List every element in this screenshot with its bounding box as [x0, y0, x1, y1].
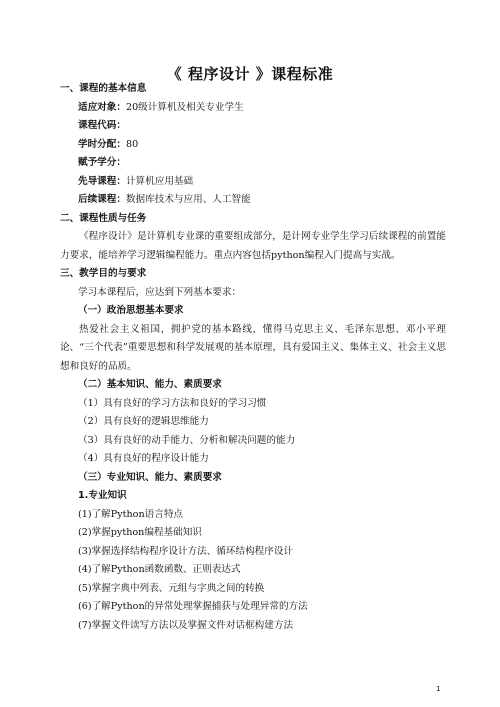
prerequisite-label: 先导课程： — [78, 175, 126, 187]
list-item: (6)了解Python的异常处理掌握捕获与处理异常的方法 — [78, 601, 308, 612]
page-number: 1 — [436, 685, 441, 693]
list-item: （3）具有良好的动手能力、分析和解决问题的能力 — [78, 434, 296, 446]
prerequisite-row — [60, 173, 446, 192]
section-3-heading: 三、教学目的与要求 — [60, 268, 147, 279]
list-item: (3)掌握选择结构程序设计方法、循环结构程序设计 — [78, 545, 294, 557]
audience-value: 20级计算机及相关专业学生 — [125, 101, 244, 113]
document-title: 《 程序设计 》课程标准 — [166, 65, 334, 83]
subsection-2-heading: （二）基本知识、能力、素质要求 — [78, 379, 222, 390]
audience-label: 适应对象： — [78, 101, 126, 113]
code-row — [60, 117, 446, 136]
section-2-body: 《程序设计》是计算机专业课的重要组成部分，是计网专业学生学习后续课程的前置能力要求，能培养学习逻辑编程能力。重点内容包括python编程入门提高与实战。 — [60, 231, 446, 261]
list-item: (1)了解Python语言特点 — [78, 508, 184, 520]
subsection-1-heading: （一）政治思想基本要求 — [78, 305, 184, 316]
section-3-intro: 学习本课程后，应达到下列基本要求： — [78, 286, 242, 298]
hours-value: 80 — [125, 138, 139, 150]
list-item: （1）具有良好的学习方法和良好的学习习惯 — [78, 397, 267, 409]
code-label: 课程代码： — [78, 120, 126, 131]
credit-row — [60, 154, 446, 173]
list-item: (4)了解Python函数函数、正则表达式 — [78, 564, 241, 575]
section-1-heading: 一、课程的基本信息 — [60, 83, 147, 94]
section-2-heading: 二、课程性质与任务 — [60, 212, 147, 224]
knowledge-heading: 1.专业知识 — [78, 490, 127, 501]
list-item: （2）具有良好的逻辑思维能力 — [78, 416, 209, 427]
document-body — [60, 80, 446, 635]
prerequisite-value: 计算机应用基础 — [125, 175, 194, 187]
hours-row — [60, 136, 446, 155]
list-item: (5)掌握字典中列表、元组与字典之间的转换 — [78, 582, 265, 594]
audience-row — [60, 99, 446, 118]
subsection-1-body: 热爱社会主义祖国，拥护党的基本路线，懂得马克思主义、毛泽东思想、邓小平理论、“三个代表”重要思想和科学发展观的基本原理，具有爱国主义、集体主义、社会主义思想和良好的品质。 — [60, 323, 446, 372]
subsection-3-heading: （三）专业知识、能力、素质要求 — [78, 471, 222, 483]
list-item: （4）具有良好的程序设计能力 — [78, 453, 209, 464]
list-item: (7)掌握文件读写方法以及掌握文件对话框构建方法 — [78, 619, 294, 631]
hours-label: 学时分配： — [78, 138, 126, 150]
credit-label: 赋予学分： — [78, 157, 126, 168]
followup-row — [60, 191, 446, 210]
list-item: (2)掌握python编程基础知识 — [78, 527, 202, 538]
followup-value: 数据库技术与应用、人工智能 — [125, 194, 251, 205]
followup-label: 后续课程： — [78, 194, 126, 205]
